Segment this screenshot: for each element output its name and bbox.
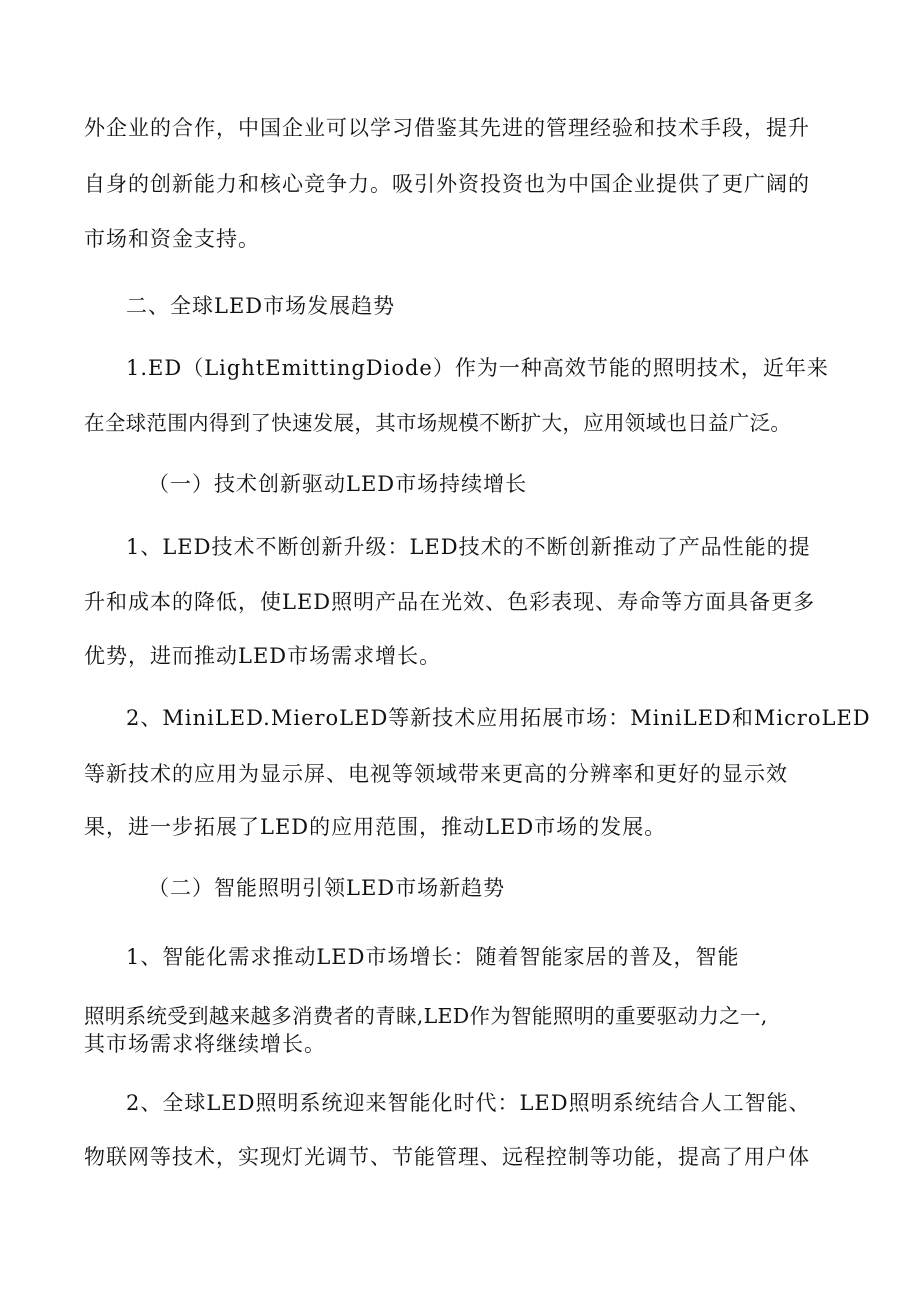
text-line: 升和成本的降低，使LED照明产品在光效、色彩表现、寿命等方面具备更多 — [84, 590, 816, 614]
text-line: 在全球范围内得到了快速发展，其市场规模不断扩大，应用领域也日益广泛。 — [84, 411, 792, 435]
text-line: 1.ED（LightEmittingDiode）作为一种高效节能的照明技术，近年来 — [126, 356, 829, 380]
text-line: 照明系统受到越来越多消费者的青睐,LED作为智能照明的重要驱动力之一, — [84, 1004, 768, 1028]
subheading-smart-lighting: （二）智能照明引领LED市场新趋势 — [148, 876, 506, 900]
text-line: 优势，进而推动LED市场需求增长。 — [84, 644, 442, 668]
text-line: 1、LED技术不断创新升级：LED技术的不断创新推动了产品性能的提 — [126, 535, 811, 559]
text-line: 其市场需求将继续增长。 — [84, 1032, 326, 1056]
text-line: 1、智能化需求推动LED市场增长：随着智能家居的普及，智能 — [126, 945, 740, 969]
text-line: 果，进一步拓展了LED的应用范围，推动LED市场的发展。 — [84, 815, 667, 839]
text-line: 物联网等技术，实现灯光调节、节能管理、远程控制等功能，提高了用户体 — [84, 1145, 810, 1169]
text-line: 2、全球LED照明系统迎来智能化时代：LED照明系统结合人工智能、 — [126, 1091, 811, 1115]
text-line: 市场和资金支持。 — [84, 227, 260, 251]
text-line: 2、MiniLED.MieroLED等新技术应用拓展市场：MiniLED和MicroLED — [126, 706, 871, 730]
section-heading-global-led-trends: 二、全球LED市场发展趋势 — [126, 294, 396, 318]
text-line: 等新技术的应用为显示屏、电视等领域带来更高的分辨率和更好的显示效 — [84, 762, 788, 786]
text-line: 外企业的合作，中国企业可以学习借鉴其先进的管理经验和技术手段，提升 — [84, 116, 810, 140]
text-line: 自身的创新能力和核心竞争力。吸引外资投资也为中国企业提供了更广阔的 — [84, 172, 810, 196]
subheading-tech-innovation: （一）技术创新驱动LED市场持续增长 — [148, 472, 528, 496]
